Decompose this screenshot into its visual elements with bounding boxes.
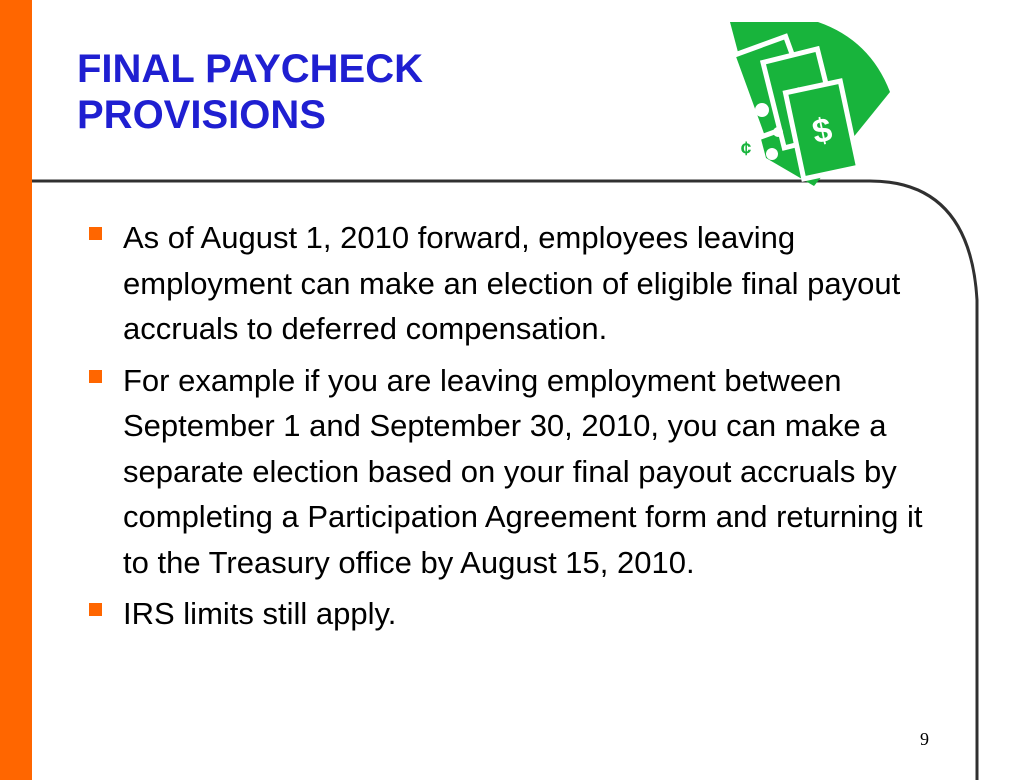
page-number: 9 bbox=[920, 729, 929, 749]
money-icon bbox=[722, 20, 894, 190]
bullet-item-3 bbox=[84, 591, 944, 637]
svg-text:$: $ bbox=[809, 110, 836, 152]
svg-text:¢: ¢ bbox=[740, 139, 752, 160]
bullet-text-3: IRS limits still apply. bbox=[123, 596, 397, 631]
title-line-1: FINAL PAYCHECK bbox=[77, 47, 423, 91]
bullet-text-1: As of August 1, 2010 forward, employees leaving employment can make an election of eligible final payout accruals to deferred compensation. bbox=[123, 220, 901, 346]
square-bullet-icon bbox=[89, 370, 102, 383]
slide-title bbox=[77, 46, 637, 138]
square-bullet-icon bbox=[89, 227, 102, 240]
bullet-item-2 bbox=[84, 358, 944, 586]
title-line-2: PROVISIONS bbox=[77, 93, 326, 137]
bullet-list bbox=[84, 215, 944, 643]
bullet-item-1 bbox=[84, 215, 944, 352]
bullet-text-2: For example if you are leaving employment between September 1 and September 30, 2010, you can make a separate election based on your final payout accruals by completing a Participation Agreement form and returning it to the Treasury office by August 15, 2010. bbox=[123, 362, 923, 580]
square-bullet-icon bbox=[89, 603, 102, 616]
